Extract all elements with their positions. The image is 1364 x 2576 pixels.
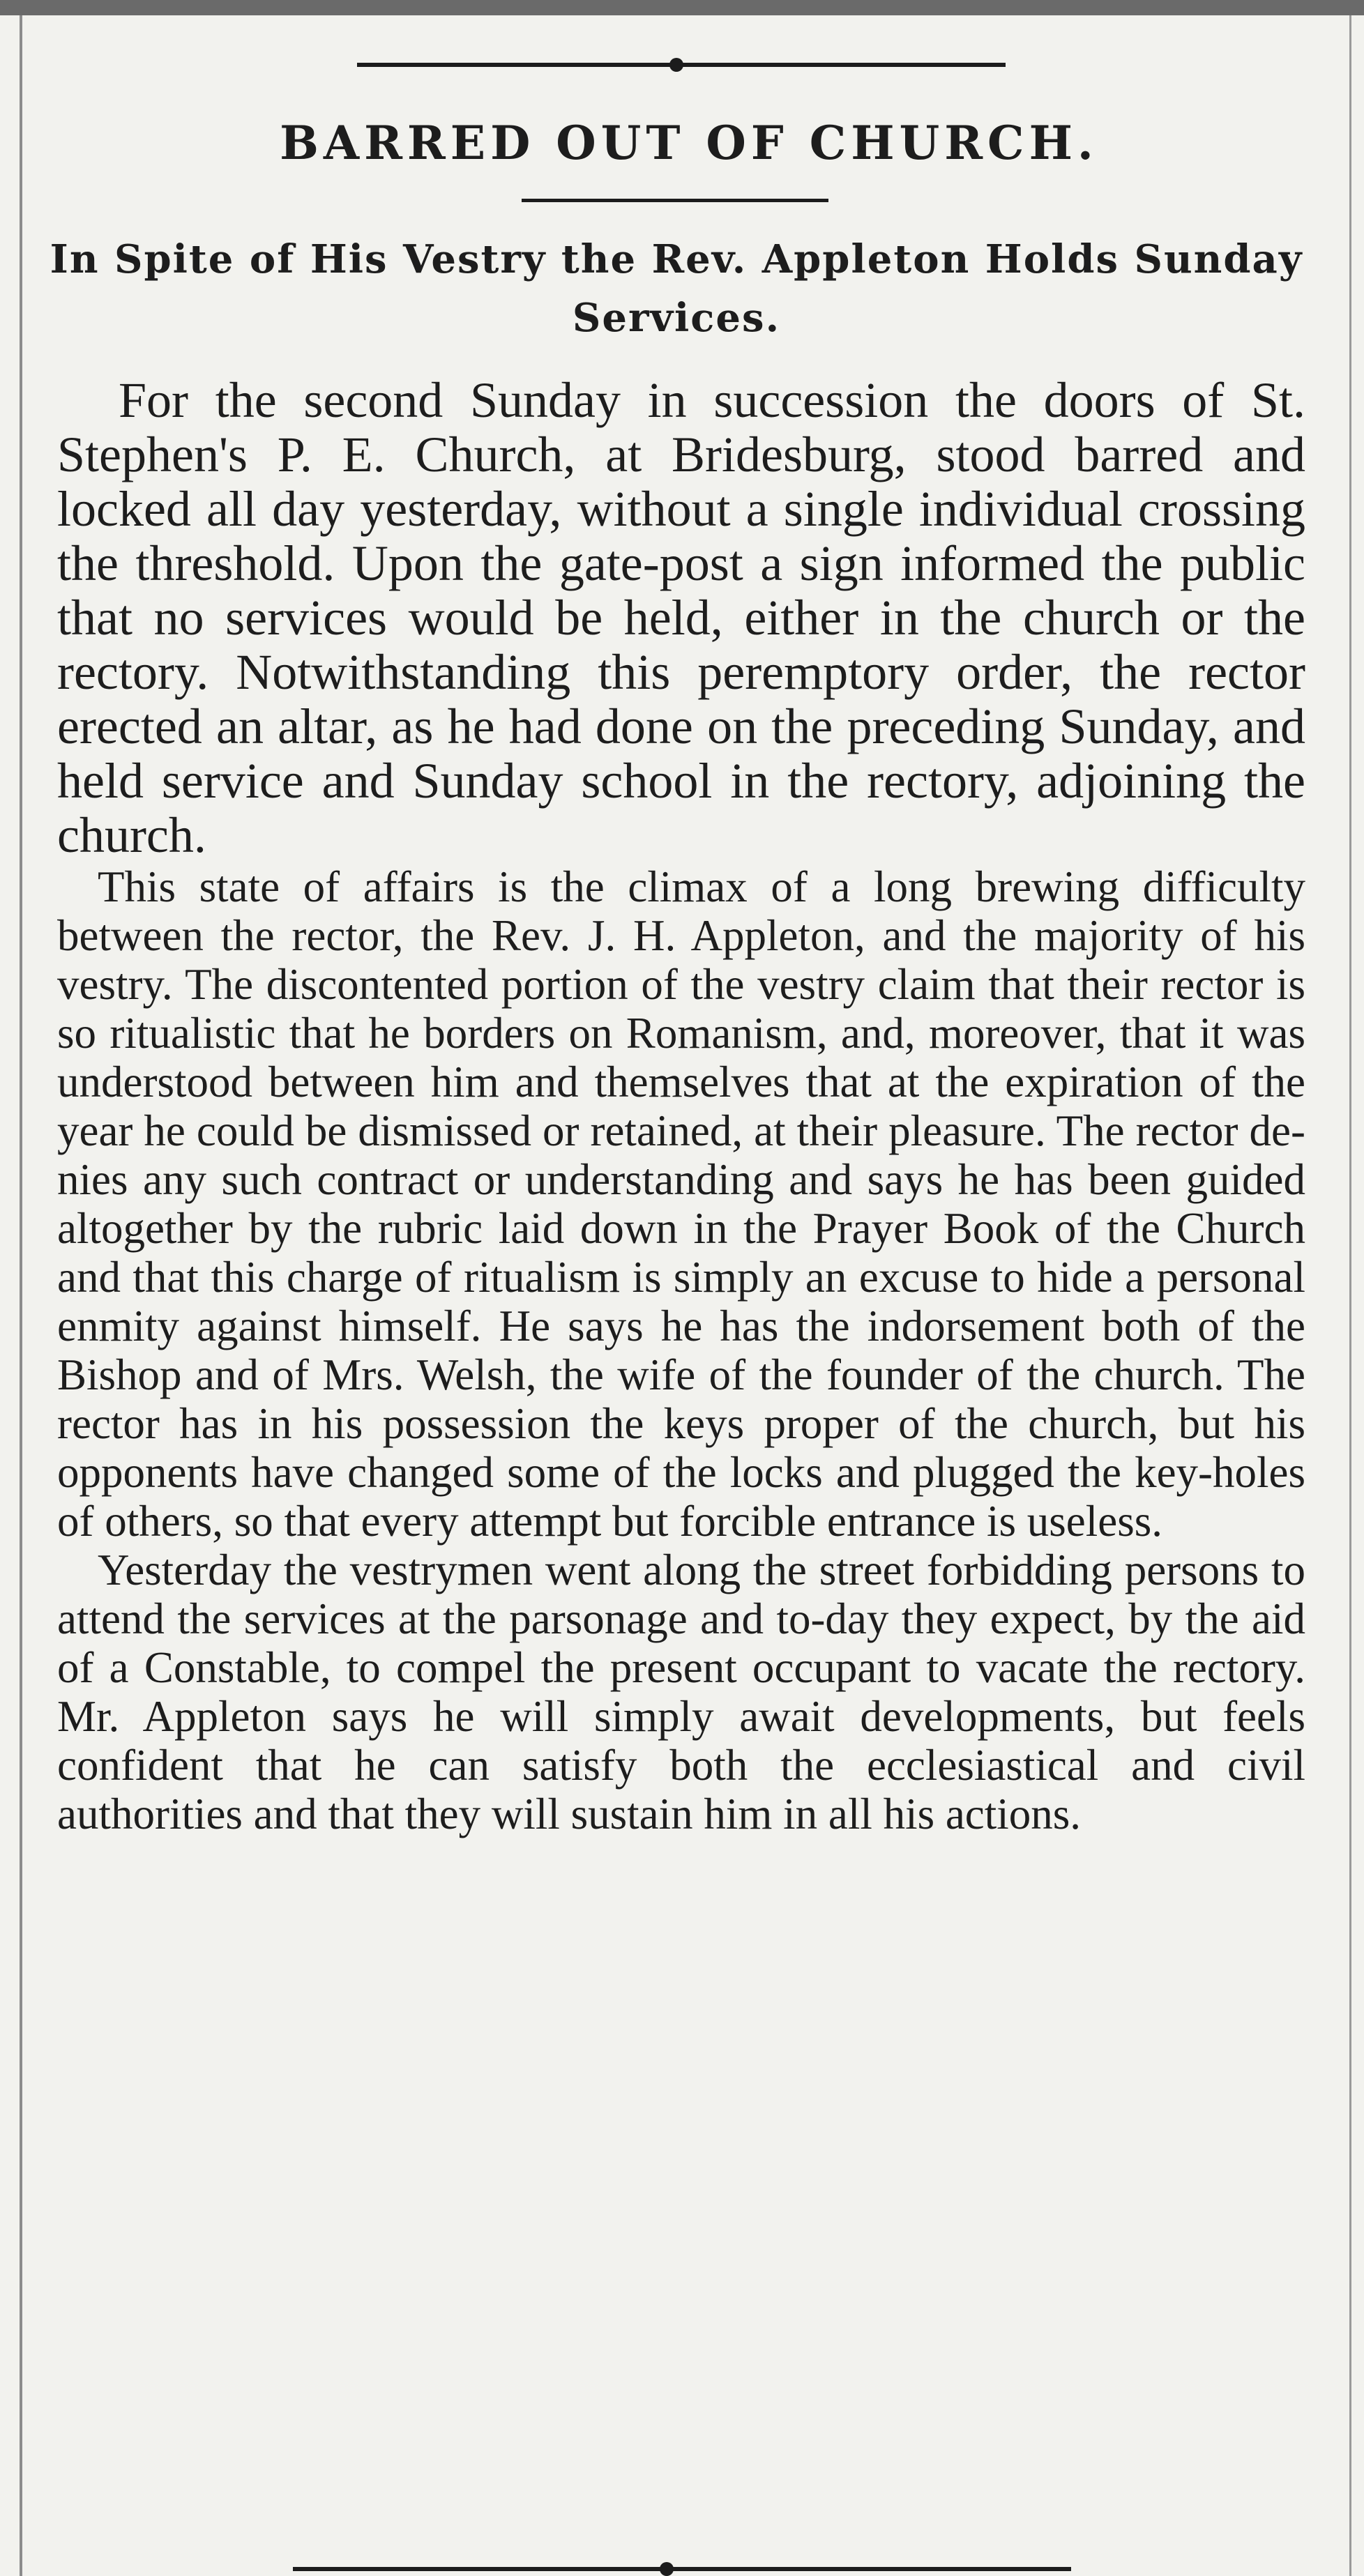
article-body: [57, 373, 1305, 1838]
top-dash-ornament: [669, 58, 683, 72]
bottom-dash-ornament: [660, 2562, 674, 2576]
column-rule-left: [20, 15, 22, 2576]
bottom-dash-rule: [293, 2567, 1071, 2571]
column-rule-right: [1349, 15, 1351, 2576]
headline: BARRED OUT OF CHURCH.: [280, 116, 1098, 170]
article-paragraph-2: This state of affairs is the climax of a long brewing difficulty between the rector, the Rev. J. H. Appleton, and the majority of his vestry. The discontented portion of the vestry claim that their rector is so ritualistic that he borders on Romanism, and, moreover, that it was understood between him and themselves that at the expiration of the year he could be dismissed or retained, at their pleasure. The rector denies any such contract or understanding and says he has been guided altogether by the rubric laid down in the Prayer Book of the Church and that this charge of ritualism is simply an excuse to hide a personal enmity against himself. He says he has the indorsement both of the Bishop and of Mrs. Welsh, the wife of the founder of the church. The rector has in his possession the keys proper of the church, but his opponents have changed some of the locks and plugged the key-holes of others, so that every attempt but forcible entrance is useless.: [57, 862, 1305, 1546]
article-paragraph-3: Yesterday the vestrymen went along the street forbidding persons to attend the services at the parsonage and to-day they expect, by the aid of a Constable, to compel the present occupant to vacate the rectory. Mr. Appleton says he will simply await developments, but feels confident that he can satisfy both the ecclesiastical and civil authorities and that they will sustain him in all his actions.: [57, 1546, 1305, 1838]
headline-divider: [522, 199, 828, 202]
viewer-top-bar: [0, 0, 1364, 15]
subheadline: In Spite of His Vestry the Rev. Appleton Holds Sunday Services.: [50, 236, 1303, 341]
article-paragraph-1: For the second Sunday in succession the doors of St. Stephen's P. E. Church, at Bridesburg, stood barred and locked all day yesterday, without a single individual crossing the threshold. Upon the gate-post a sign informed the public that no services would be held, either in the church or the rectory. Notwithstanding this peremptory order, the rector erected an altar, as he had done on the preceding Sunday, and held service and Sunday school in the rectory, adjoining the church.: [57, 372, 1305, 863]
